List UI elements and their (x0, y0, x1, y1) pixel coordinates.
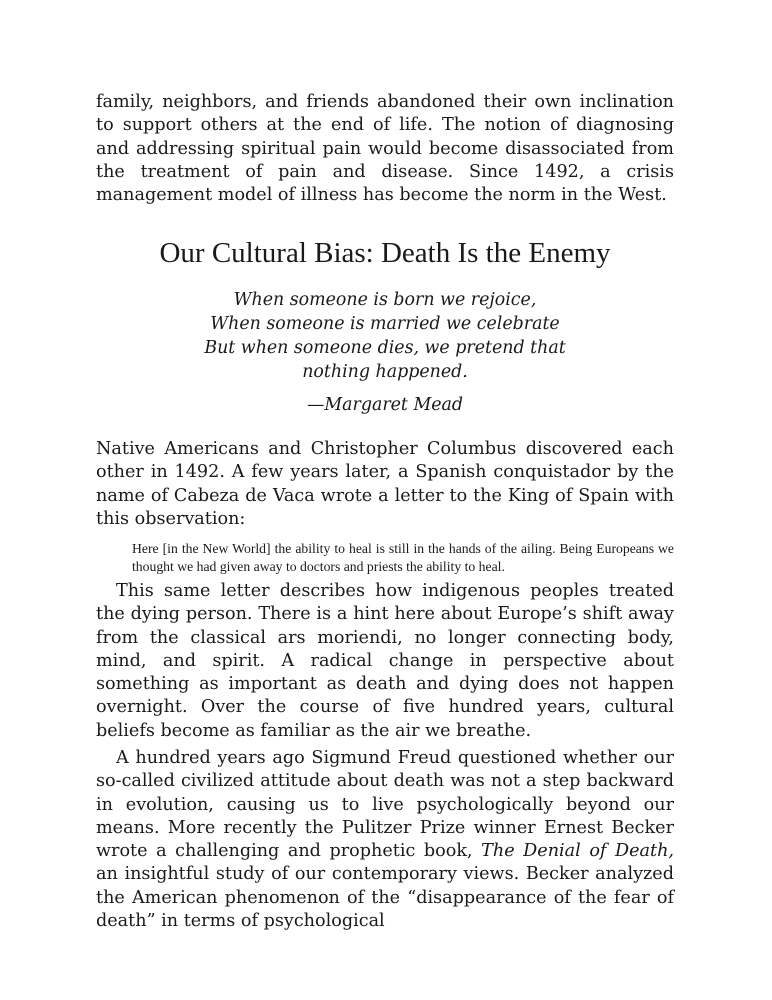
paragraph-freud (96, 747, 674, 933)
paragraph-freud-text-2: an insightful study of our contemporary views. Becker analyzed the American phenomenon of the “disappearance of the fear of death” in terms of psychological (96, 864, 674, 932)
paragraph-freud-text-1: A hundred years ago Sigmund Freud questioned whether our so-called civilized attitude about death was not a step backward in evolution, causing us to live psychologically beyond our means. More recently the Pulitzer Prize winner Ernest Becker wrote a challenging and prophetic book, (96, 748, 674, 862)
section-heading: Our Cultural Bias: Death Is the Enemy (159, 237, 611, 269)
epigraph (96, 288, 674, 417)
block-quote: Here [in the New World] the ability to heal is still in the hands of the ailing. Being Europeans we thought we had given away to doctors and priests the ability to heal. (132, 541, 674, 574)
top-paragraph: family, neighbors, and friends abandoned their own inclination to support others at the end of life. The notion of diagnosing and addressing spiritual pain would become disassociated from the treatment of pain and disease. Since 1492, a crisis management model of illness has become the norm in the West. (96, 92, 674, 206)
book-title: The Denial of Death, (481, 841, 674, 862)
epigraph-line-3: But when someone dies, we pretend that nothing happened. (204, 338, 566, 382)
epigraph-line-2: When someone is married we celebrate (210, 314, 560, 334)
paragraph-columbus: Native Americans and Christopher Columbus discovered each other in 1492. A few years later, a Spanish conquistador by the name of Cabeza de Vaca wrote a letter to the King of Spain with this observation: (96, 439, 674, 529)
epigraph-attribution: —Margaret Mead (306, 395, 464, 415)
paragraph-letter: This same letter describes how indigenous peoples treated the dying person. There is a hint here about Europe’s shift away from the classical ars moriendi, no longer connecting body, mind, and spirit. A radical change in perspective about something as important as death and dying does not happen overnight. Over the course of five hundred years, cultural beliefs become as familiar as the air we breathe. (96, 581, 674, 741)
epigraph-line-1: When someone is born we rejoice, (233, 290, 537, 310)
